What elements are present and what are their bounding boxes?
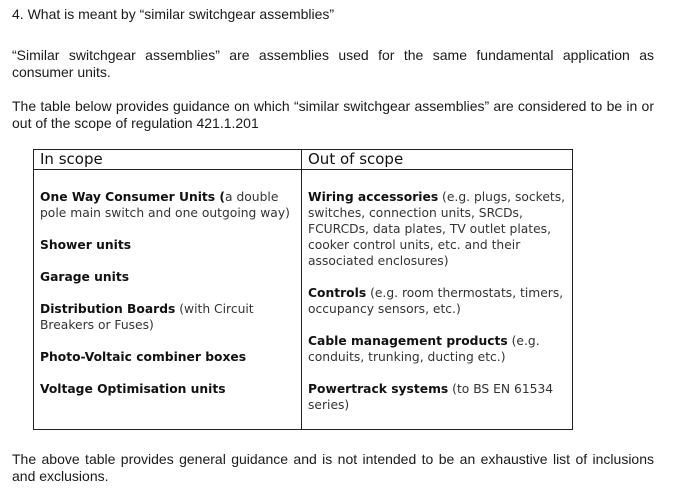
section-heading: 4. What is meant by “similar switchgear assemblies” — [12, 6, 335, 22]
in-scope-item: Garage units — [40, 270, 130, 284]
in-scope-cell — [34, 170, 302, 430]
out-of-scope-item: Wiring accessories (e.g. plugs, sockets, switches, connection units, SRCDs, FCURCDs, data plates, TV outlet plates, cooker control units, etc. and their associated enclosures) — [308, 190, 566, 268]
out-of-scope-cell — [302, 170, 573, 430]
out-of-scope-header: Out of scope — [302, 150, 573, 170]
out-of-scope-item: Powertrack systems (to BS EN 61534 series) — [308, 382, 554, 412]
out-of-scope-item: Cable management products (e.g. conduits, trunking, ducting etc.) — [308, 334, 540, 364]
guidance-paragraph: The table below provides guidance on which “similar switchgear assemblies” are considered to be in or out of the scope of regulation 421.1.201 — [12, 98, 654, 131]
in-scope-item: Voltage Optimisation units — [40, 382, 226, 396]
definition-paragraph: “Similar switchgear assemblies” are assemblies used for the same fundamental application as consumer units. — [12, 47, 654, 80]
in-scope-header: In scope — [34, 150, 302, 170]
in-scope-item: Shower units — [40, 238, 132, 252]
closing-paragraph: The above table provides general guidance and is not intended to be an exhaustive list of inclusions and exclusions. — [12, 451, 654, 484]
in-scope-item: Photo-Voltaic combiner boxes — [40, 350, 247, 364]
in-scope-item: One Way Consumer Units (a double pole main switch and one outgoing way) — [40, 190, 290, 220]
scope-table — [33, 149, 573, 430]
out-of-scope-item: Controls (e.g. room thermostats, timers, occupancy sensors, etc.) — [308, 286, 564, 316]
in-scope-item: Distribution Boards (with Circuit Breakers or Fuses) — [40, 302, 254, 332]
